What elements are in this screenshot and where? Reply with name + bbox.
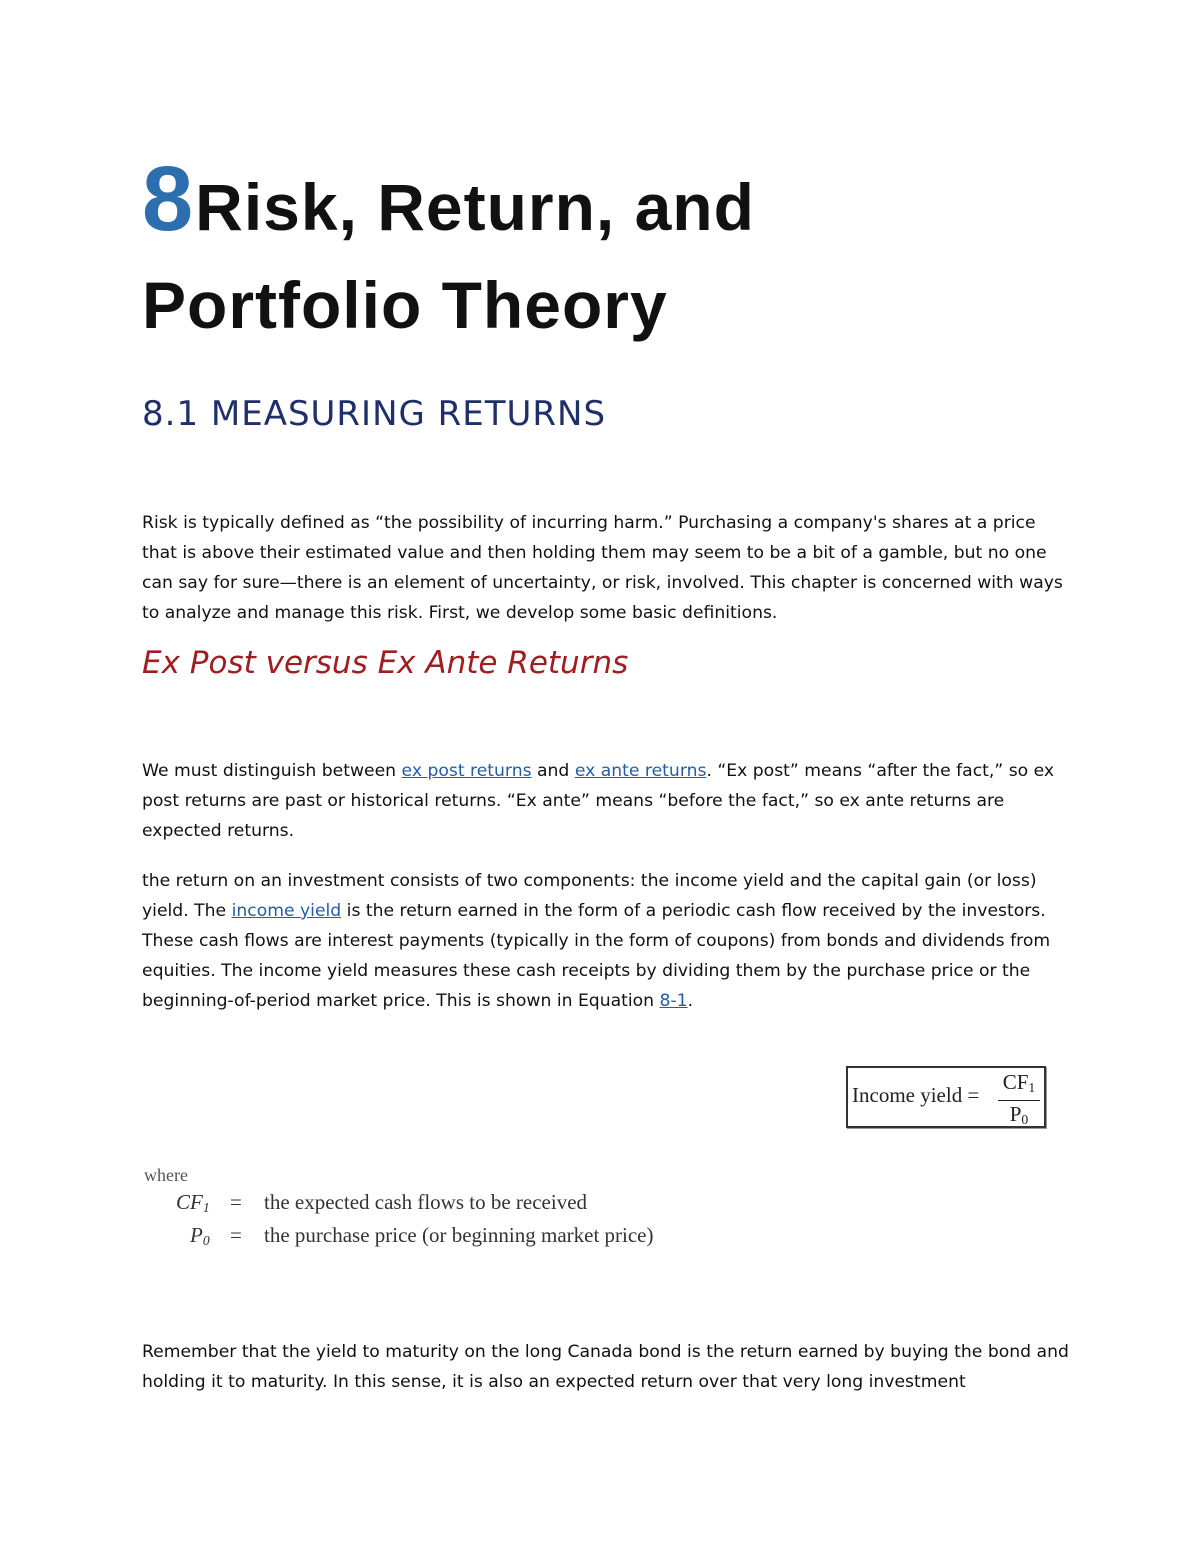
income-yield-link[interactable]: income yield <box>231 901 342 921</box>
where-definitions <box>142 1165 742 1255</box>
chapter-number: 8 <box>142 148 194 250</box>
intro-paragraph: Risk is typically defined as “the possibility of incurring harm.” Purchasing a company's shares at a price that is above their estimated value and then holding them may seem to be a bit of a gamble, but no one can say for sure—there is an element of uncertainty, or risk, involved. This chapter is concerned with ways to analyze and manage this risk. First, we develop some basic definitions. <box>142 513 1063 623</box>
income-yield-equation <box>846 1066 1046 1128</box>
equation-denominator: $P_0$ <box>1009 1102 1029 1127</box>
definition-text: the expected cash flows to be received <box>264 1190 588 1214</box>
distinguish-text-2: and <box>531 761 575 781</box>
equation-lhs: Income yield = <box>852 1083 980 1107</box>
return-text-3: . <box>687 991 694 1011</box>
chapter-title-line2: Portfolio Theory <box>142 268 668 342</box>
definition-row-p0 <box>142 1223 742 1253</box>
return-text-1: the return on an investment consists of two components: the income yield and the capital gain (or loss) yield. The <box>142 871 1037 921</box>
definition-row-cf <box>142 1190 742 1220</box>
where-label: where <box>144 1165 188 1185</box>
equation-numerator: $CF_1$ <box>998 1070 1040 1101</box>
definition-text: the purchase price (or beginning market price) <box>264 1223 654 1247</box>
definition-equals: = <box>230 1190 242 1214</box>
chapter-title-line1: Risk, Return, and <box>195 170 755 244</box>
distinguish-text-1: We must distinguish between <box>142 761 402 781</box>
equation-8-1-link[interactable]: 8-1 <box>659 991 688 1011</box>
return-text-2: is the return earned in the form of a periodic cash flow received by the investors. These cash flows are interest payments (typically in the form of coupons) from bonds and dividends from equities. The income yield measures these cash receipts by dividing them by the purchase price or the beginning-of-period market price. This is shown in Equation <box>142 901 1051 1011</box>
subsection-heading: Ex Post versus Ex Ante Returns <box>142 645 629 681</box>
definition-symbol: $CF_1$ <box>176 1190 210 1215</box>
return-paragraph <box>142 866 1072 1016</box>
definition-symbol: $P_0$ <box>190 1223 210 1248</box>
section-heading: 8.1 MEASURING RETURNS <box>142 394 607 434</box>
ex-ante-returns-link[interactable]: ex ante returns <box>574 761 707 781</box>
chapter-title <box>142 150 755 354</box>
distinguish-text-3: . “Ex post” means “after the fact,” so ex post returns are past or historical returns. “Ex ante” means “before the fact,” so ex ante returns are expected returns. <box>142 761 1055 841</box>
equation-fraction <box>998 1070 1040 1133</box>
distinguish-paragraph <box>142 756 1072 846</box>
definition-equals: = <box>230 1223 242 1247</box>
ex-post-returns-link[interactable]: ex post returns <box>401 761 532 781</box>
closing-paragraph: Remember that the yield to maturity on the long Canada bond is the return earned by buying the bond and holding it to maturity. In this sense, it is also an expected return over that very long investment <box>142 1342 1069 1392</box>
